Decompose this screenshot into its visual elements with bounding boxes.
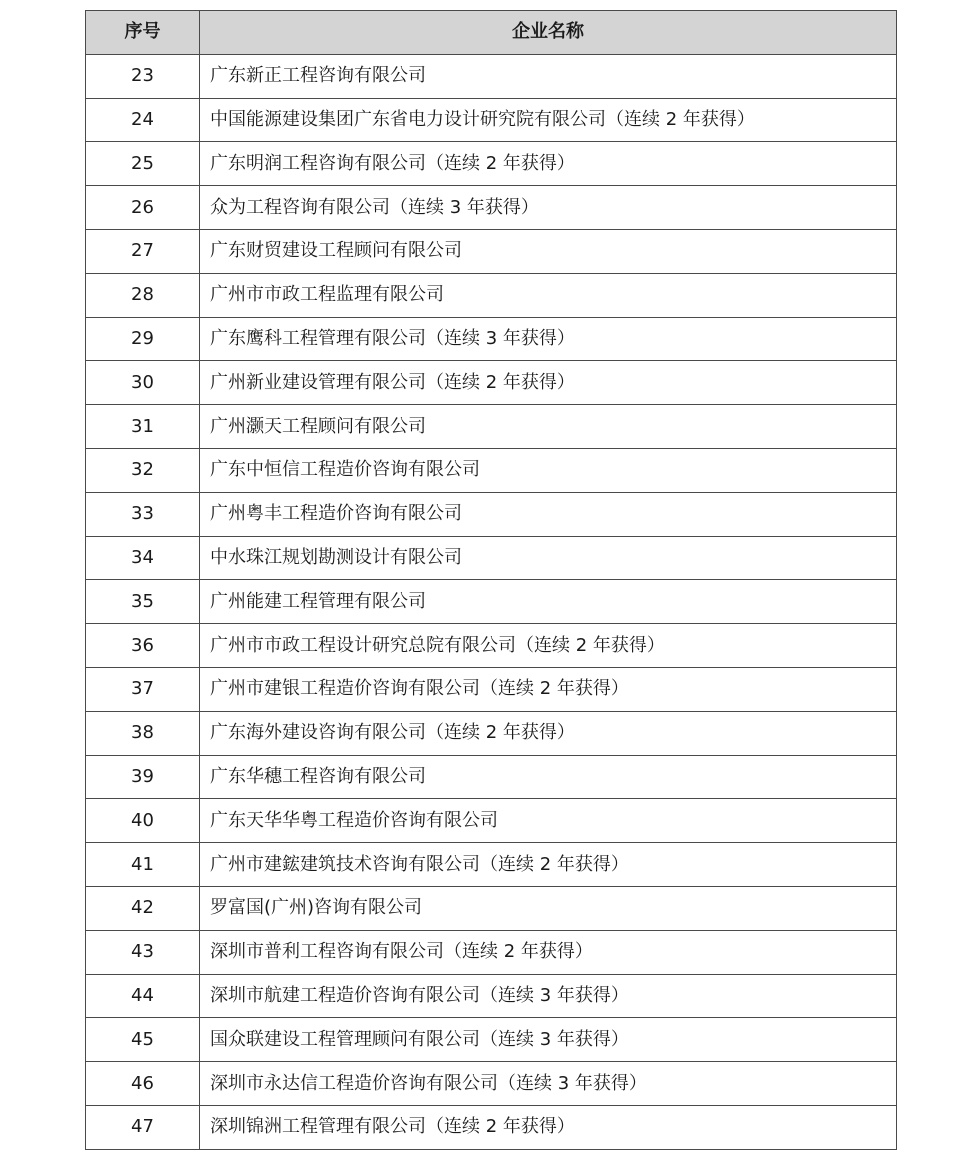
serial-number-cell: 45	[86, 1018, 200, 1062]
company-list-table	[85, 10, 897, 1150]
table-row	[86, 54, 897, 98]
serial-number-cell: 39	[86, 755, 200, 799]
column-header-serial-number: 序号	[86, 11, 200, 55]
table-row	[86, 361, 897, 405]
company-name-cell: 广州灏天工程顾问有限公司	[200, 405, 897, 449]
header-row	[86, 11, 897, 55]
company-name-cell: 广州粤丰工程造价咨询有限公司	[200, 492, 897, 536]
company-name-cell: 深圳市普利工程咨询有限公司（连续 2 年获得）	[200, 930, 897, 974]
serial-number-cell: 47	[86, 1105, 200, 1149]
serial-number-cell: 29	[86, 317, 200, 361]
company-name-cell: 深圳市永达信工程造价咨询有限公司（连续 3 年获得）	[200, 1062, 897, 1106]
company-name-cell: 广东财贸建设工程顾问有限公司	[200, 229, 897, 273]
table-row	[86, 799, 897, 843]
company-name-cell: 广州市市政工程设计研究总院有限公司（连续 2 年获得）	[200, 624, 897, 668]
serial-number-cell: 44	[86, 974, 200, 1018]
table-row	[86, 98, 897, 142]
company-name-cell: 众为工程咨询有限公司（连续 3 年获得）	[200, 186, 897, 230]
serial-number-cell: 38	[86, 711, 200, 755]
company-name-cell: 广州市市政工程监理有限公司	[200, 273, 897, 317]
table-row	[86, 405, 897, 449]
serial-number-cell: 30	[86, 361, 200, 405]
serial-number-cell: 46	[86, 1062, 200, 1106]
table-row	[86, 755, 897, 799]
table-row	[86, 317, 897, 361]
serial-number-cell: 35	[86, 580, 200, 624]
serial-number-cell: 25	[86, 142, 200, 186]
company-name-cell: 广东天华华粤工程造价咨询有限公司	[200, 799, 897, 843]
table-row	[86, 492, 897, 536]
table-row	[86, 1062, 897, 1106]
table-row	[86, 448, 897, 492]
table-row	[86, 1018, 897, 1062]
serial-number-cell: 26	[86, 186, 200, 230]
serial-number-cell: 34	[86, 536, 200, 580]
table-row	[86, 843, 897, 887]
serial-number-cell: 37	[86, 667, 200, 711]
serial-number-cell: 23	[86, 54, 200, 98]
table-row	[86, 667, 897, 711]
company-name-cell: 广东鹰科工程管理有限公司（连续 3 年获得）	[200, 317, 897, 361]
table-row	[86, 273, 897, 317]
company-name-cell: 国众联建设工程管理顾问有限公司（连续 3 年获得）	[200, 1018, 897, 1062]
company-name-cell: 广州市建鋐建筑技术咨询有限公司（连续 2 年获得）	[200, 843, 897, 887]
column-header-company-name: 企业名称	[200, 11, 897, 55]
table-row	[86, 886, 897, 930]
serial-number-cell: 42	[86, 886, 200, 930]
company-list-table-container	[85, 10, 896, 1150]
serial-number-cell: 41	[86, 843, 200, 887]
table-row	[86, 186, 897, 230]
company-name-cell: 广东新正工程咨询有限公司	[200, 54, 897, 98]
serial-number-cell: 24	[86, 98, 200, 142]
table-row	[86, 624, 897, 668]
company-name-cell: 中国能源建设集团广东省电力设计研究院有限公司（连续 2 年获得）	[200, 98, 897, 142]
serial-number-cell: 40	[86, 799, 200, 843]
company-name-cell: 广州市建银工程造价咨询有限公司（连续 2 年获得）	[200, 667, 897, 711]
company-name-cell: 中水珠江规划勘测设计有限公司	[200, 536, 897, 580]
table-row	[86, 580, 897, 624]
table-row	[86, 974, 897, 1018]
company-name-cell: 罗富国(广州)咨询有限公司	[200, 886, 897, 930]
table-row	[86, 142, 897, 186]
table-row	[86, 711, 897, 755]
company-name-cell: 广州能建工程管理有限公司	[200, 580, 897, 624]
table-row	[86, 1105, 897, 1149]
serial-number-cell: 32	[86, 448, 200, 492]
serial-number-cell: 43	[86, 930, 200, 974]
serial-number-cell: 36	[86, 624, 200, 668]
company-name-cell: 广东明润工程咨询有限公司（连续 2 年获得）	[200, 142, 897, 186]
company-name-cell: 广东中恒信工程造价咨询有限公司	[200, 448, 897, 492]
table-header	[86, 11, 897, 55]
company-name-cell: 深圳市航建工程造价咨询有限公司（连续 3 年获得）	[200, 974, 897, 1018]
company-name-cell: 深圳锦洲工程管理有限公司（连续 2 年获得）	[200, 1105, 897, 1149]
table-row	[86, 536, 897, 580]
table-row	[86, 930, 897, 974]
serial-number-cell: 27	[86, 229, 200, 273]
table-row	[86, 229, 897, 273]
company-name-cell: 广东海外建设咨询有限公司（连续 2 年获得）	[200, 711, 897, 755]
serial-number-cell: 31	[86, 405, 200, 449]
company-name-cell: 广东华穗工程咨询有限公司	[200, 755, 897, 799]
serial-number-cell: 33	[86, 492, 200, 536]
serial-number-cell: 28	[86, 273, 200, 317]
company-name-cell: 广州新业建设管理有限公司（连续 2 年获得）	[200, 361, 897, 405]
table-body	[86, 54, 897, 1149]
